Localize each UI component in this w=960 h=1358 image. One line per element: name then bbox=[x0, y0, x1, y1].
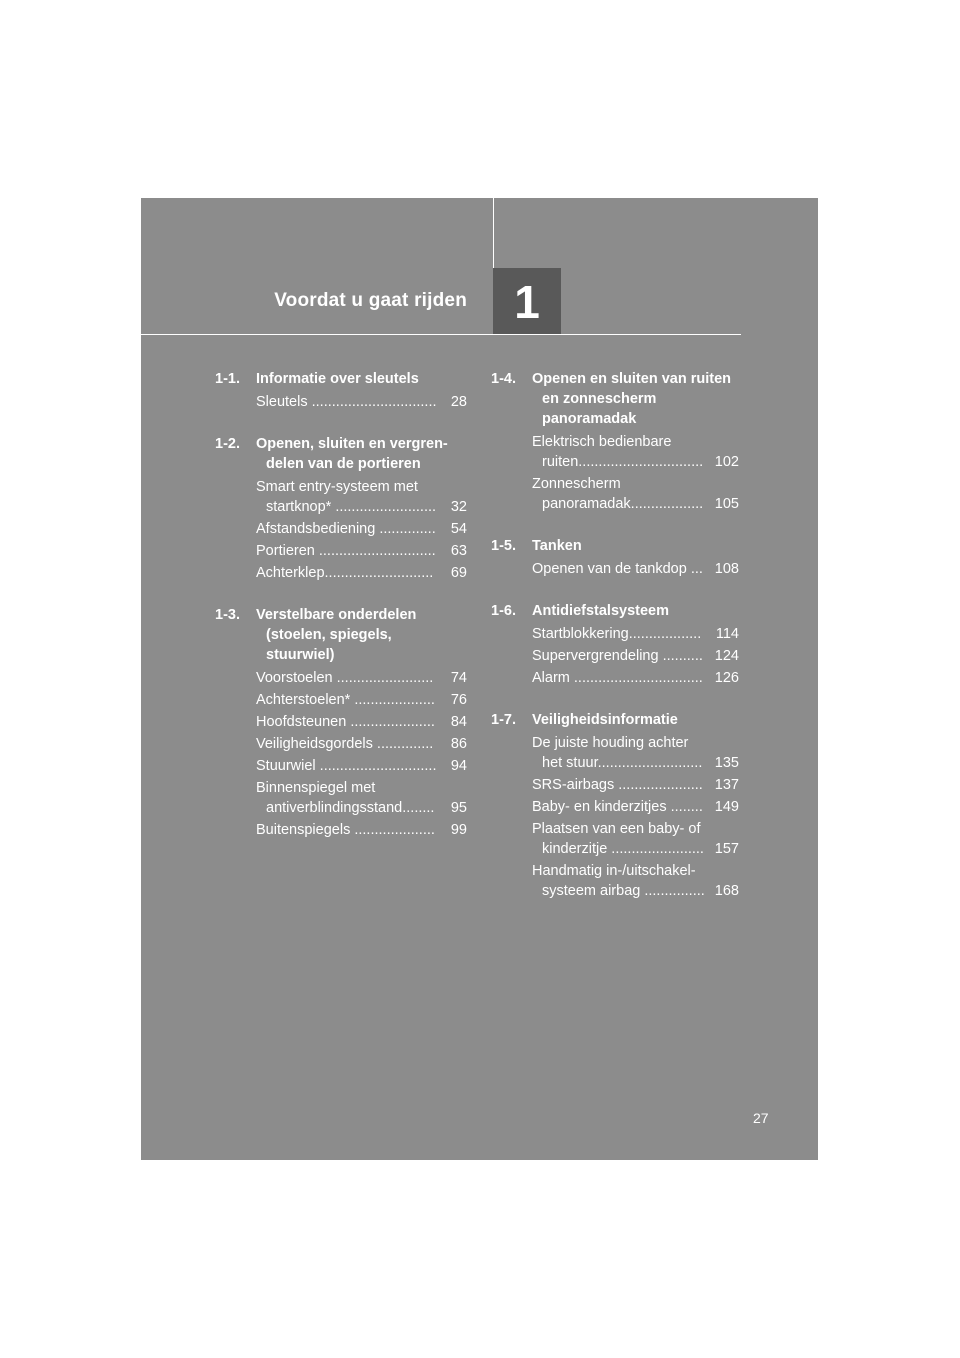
entry-page-number: 114 bbox=[715, 626, 739, 642]
toc-entry[interactable] bbox=[256, 778, 467, 818]
entry-page-number: 124 bbox=[714, 648, 739, 664]
toc-entry[interactable] bbox=[532, 733, 739, 773]
entry-title-line: SRS-airbags ..................... bbox=[532, 777, 703, 793]
section-title-line: stuurwiel) bbox=[266, 647, 335, 663]
entry-page-number: 32 bbox=[450, 499, 467, 515]
section-title-line: delen van de portieren bbox=[266, 456, 421, 472]
toc-entry[interactable] bbox=[532, 646, 739, 666]
entry-title-line: Achterstoelen* .................... bbox=[256, 692, 435, 708]
entry-page-number: 95 bbox=[450, 800, 467, 816]
entry-page-number: 149 bbox=[714, 799, 739, 815]
toc-entry[interactable] bbox=[256, 563, 467, 583]
entry-title-line: startknop* ......................... bbox=[266, 499, 437, 515]
entry-title bbox=[256, 541, 447, 561]
entry-page-number: 63 bbox=[450, 543, 467, 559]
entry-page-number: 28 bbox=[450, 394, 467, 410]
toc-section bbox=[491, 710, 739, 901]
section-title-line: Veiligheidsinformatie bbox=[532, 712, 678, 728]
toc-entry[interactable] bbox=[532, 819, 739, 859]
entry-title bbox=[256, 712, 447, 732]
toc-entry[interactable] bbox=[256, 392, 467, 412]
toc-entry[interactable] bbox=[256, 712, 467, 732]
page-number: 27 bbox=[753, 1110, 769, 1126]
entry-title-line: Hoofdsteunen ..................... bbox=[256, 714, 435, 730]
entry-title-line: Buitenspiegels .................... bbox=[256, 822, 435, 838]
section-title bbox=[256, 605, 467, 665]
toc-entry[interactable] bbox=[532, 775, 739, 795]
toc-entry[interactable] bbox=[532, 559, 739, 579]
divider-vertical bbox=[493, 198, 494, 268]
entry-title bbox=[256, 668, 447, 688]
toc-entry[interactable] bbox=[256, 690, 467, 710]
entry-page-number: 126 bbox=[714, 670, 739, 686]
entry-title-line: Supervergrendeling .......... bbox=[532, 648, 703, 664]
toc-section bbox=[491, 601, 739, 688]
section-heading[interactable] bbox=[491, 601, 739, 621]
section-number: 1-7. bbox=[491, 712, 516, 728]
section-heading[interactable] bbox=[491, 369, 739, 429]
section-number: 1-6. bbox=[491, 603, 516, 619]
entry-title-line: De juiste houding achter bbox=[532, 735, 689, 751]
entry-page-number: 102 bbox=[714, 454, 739, 470]
entry-title-line: Voorstoelen ........................ bbox=[256, 670, 434, 686]
section-title-line: Verstelbare onderdelen bbox=[256, 607, 417, 623]
section-title bbox=[532, 536, 739, 556]
entry-title-line: Alarm ................................ bbox=[532, 670, 703, 686]
section-title-line: Tanken bbox=[532, 538, 582, 554]
entry-title-line: systeem airbag ............... bbox=[542, 883, 705, 899]
section-title-line: Openen, sluiten en vergren- bbox=[256, 436, 448, 452]
entry-title bbox=[256, 778, 447, 818]
section-number: 1-4. bbox=[491, 371, 516, 387]
entry-title bbox=[532, 861, 711, 901]
page-panel bbox=[141, 198, 818, 1160]
entry-title bbox=[532, 646, 711, 666]
entry-title-line: Portieren ............................. bbox=[256, 543, 436, 559]
entry-title bbox=[256, 563, 447, 583]
toc-entry[interactable] bbox=[256, 734, 467, 754]
section-number: 1-2. bbox=[215, 436, 240, 452]
toc-entry[interactable] bbox=[256, 519, 467, 539]
entry-title bbox=[256, 519, 447, 539]
entry-page-number: 84 bbox=[450, 714, 467, 730]
entry-title bbox=[256, 734, 447, 754]
toc-section bbox=[491, 536, 739, 579]
section-title bbox=[532, 601, 739, 621]
entry-page-number: 74 bbox=[450, 670, 467, 686]
entry-title-line: Handmatig in-/uitschakel- bbox=[532, 863, 696, 879]
entry-title bbox=[532, 797, 711, 817]
section-title bbox=[532, 369, 739, 429]
toc-entry[interactable] bbox=[532, 668, 739, 688]
chapter-number: 1 bbox=[514, 275, 540, 328]
entry-title-line: het stuur.......................... bbox=[542, 755, 703, 771]
entry-page-number: 94 bbox=[450, 758, 467, 774]
entry-title-line: kinderzitje ....................... bbox=[542, 841, 704, 857]
entry-page-number: 69 bbox=[450, 565, 467, 581]
entry-title bbox=[256, 690, 447, 710]
entry-title-line: Zonnescherm bbox=[532, 476, 621, 492]
section-title-line: panoramadak bbox=[542, 411, 637, 427]
entry-page-number: 108 bbox=[714, 561, 739, 577]
entry-title-line: Achterklep........................... bbox=[256, 565, 434, 581]
entry-title bbox=[532, 819, 711, 859]
toc-entry[interactable] bbox=[532, 474, 739, 514]
entry-title-line: panoramadak.................. bbox=[542, 496, 704, 512]
divider-horizontal bbox=[141, 334, 741, 335]
section-title-line: Informatie over sleutels bbox=[256, 371, 419, 387]
section-title bbox=[256, 369, 467, 389]
entry-title bbox=[532, 624, 712, 644]
section-title-line: Antidiefstalsysteem bbox=[532, 603, 669, 619]
section-heading[interactable] bbox=[215, 605, 467, 665]
section-title bbox=[256, 434, 467, 474]
chapter-title: Voordat u gaat rijden bbox=[274, 290, 467, 311]
entry-title-line: Smart entry-systeem met bbox=[256, 479, 418, 495]
section-title-line: en zonnescherm bbox=[542, 391, 657, 407]
section-number: 1-5. bbox=[491, 538, 516, 554]
toc-section bbox=[491, 369, 739, 514]
section-heading[interactable] bbox=[491, 536, 739, 556]
entry-title bbox=[256, 392, 447, 412]
toc-column-right bbox=[491, 369, 739, 923]
toc-entry[interactable] bbox=[256, 756, 467, 776]
toc-entry[interactable] bbox=[256, 820, 467, 840]
entry-title bbox=[256, 820, 447, 840]
entry-page-number: 54 bbox=[450, 521, 467, 537]
entry-page-number: 99 bbox=[450, 822, 467, 838]
toc-entry[interactable] bbox=[256, 668, 467, 688]
toc-entry[interactable] bbox=[532, 432, 739, 472]
toc-section bbox=[215, 605, 467, 840]
toc-entry[interactable] bbox=[256, 477, 467, 517]
toc-section bbox=[215, 369, 467, 412]
toc-entry[interactable] bbox=[532, 861, 739, 901]
section-number: 1-3. bbox=[215, 607, 240, 623]
entry-title-line: Elektrisch bedienbare bbox=[532, 434, 672, 450]
entry-title bbox=[532, 432, 711, 472]
entry-page-number: 137 bbox=[714, 777, 739, 793]
section-heading[interactable] bbox=[215, 369, 467, 389]
entry-title-line: Binnenspiegel met bbox=[256, 780, 376, 796]
entry-title-line: Plaatsen van een baby- of bbox=[532, 821, 701, 837]
chapter-number-badge bbox=[493, 268, 561, 335]
entry-title-line: Sleutels ............................... bbox=[256, 394, 437, 410]
entry-title-line: antiverblindingsstand........ bbox=[266, 800, 435, 816]
toc-entry[interactable] bbox=[532, 797, 739, 817]
entry-title-line: ruiten............................... bbox=[542, 454, 704, 470]
entry-title bbox=[532, 733, 711, 773]
entry-page-number: 157 bbox=[714, 841, 739, 857]
entry-title bbox=[256, 477, 447, 517]
entry-title bbox=[532, 474, 711, 514]
entry-title-line: Openen van de tankdop ... bbox=[532, 561, 703, 577]
section-heading[interactable] bbox=[215, 434, 467, 474]
entry-title bbox=[532, 775, 711, 795]
section-title-line: Openen en sluiten van ruiten bbox=[532, 371, 732, 387]
entry-page-number: 168 bbox=[714, 883, 739, 899]
entry-title-line: Veiligheidsgordels .............. bbox=[256, 736, 434, 752]
entry-title-line: Baby- en kinderzitjes ........ bbox=[532, 799, 703, 815]
toc-section bbox=[215, 434, 467, 583]
entry-title bbox=[532, 559, 711, 579]
section-number: 1-1. bbox=[215, 371, 240, 387]
section-title bbox=[532, 710, 739, 730]
entry-title-line: Stuurwiel ............................. bbox=[256, 758, 437, 774]
entry-page-number: 86 bbox=[450, 736, 467, 752]
entry-page-number: 135 bbox=[714, 755, 739, 771]
toc-entry[interactable] bbox=[256, 541, 467, 561]
entry-title bbox=[532, 668, 711, 688]
section-title-line: (stoelen, spiegels, bbox=[266, 627, 392, 643]
entry-title-line: Startblokkering.................. bbox=[532, 626, 702, 642]
entry-page-number: 105 bbox=[714, 496, 739, 512]
entry-page-number: 76 bbox=[450, 692, 467, 708]
toc-column-left bbox=[215, 369, 467, 862]
entry-title-line: Afstandsbediening .............. bbox=[256, 521, 436, 537]
section-heading[interactable] bbox=[491, 710, 739, 730]
entry-title bbox=[256, 756, 447, 776]
toc-entry[interactable] bbox=[532, 624, 739, 644]
